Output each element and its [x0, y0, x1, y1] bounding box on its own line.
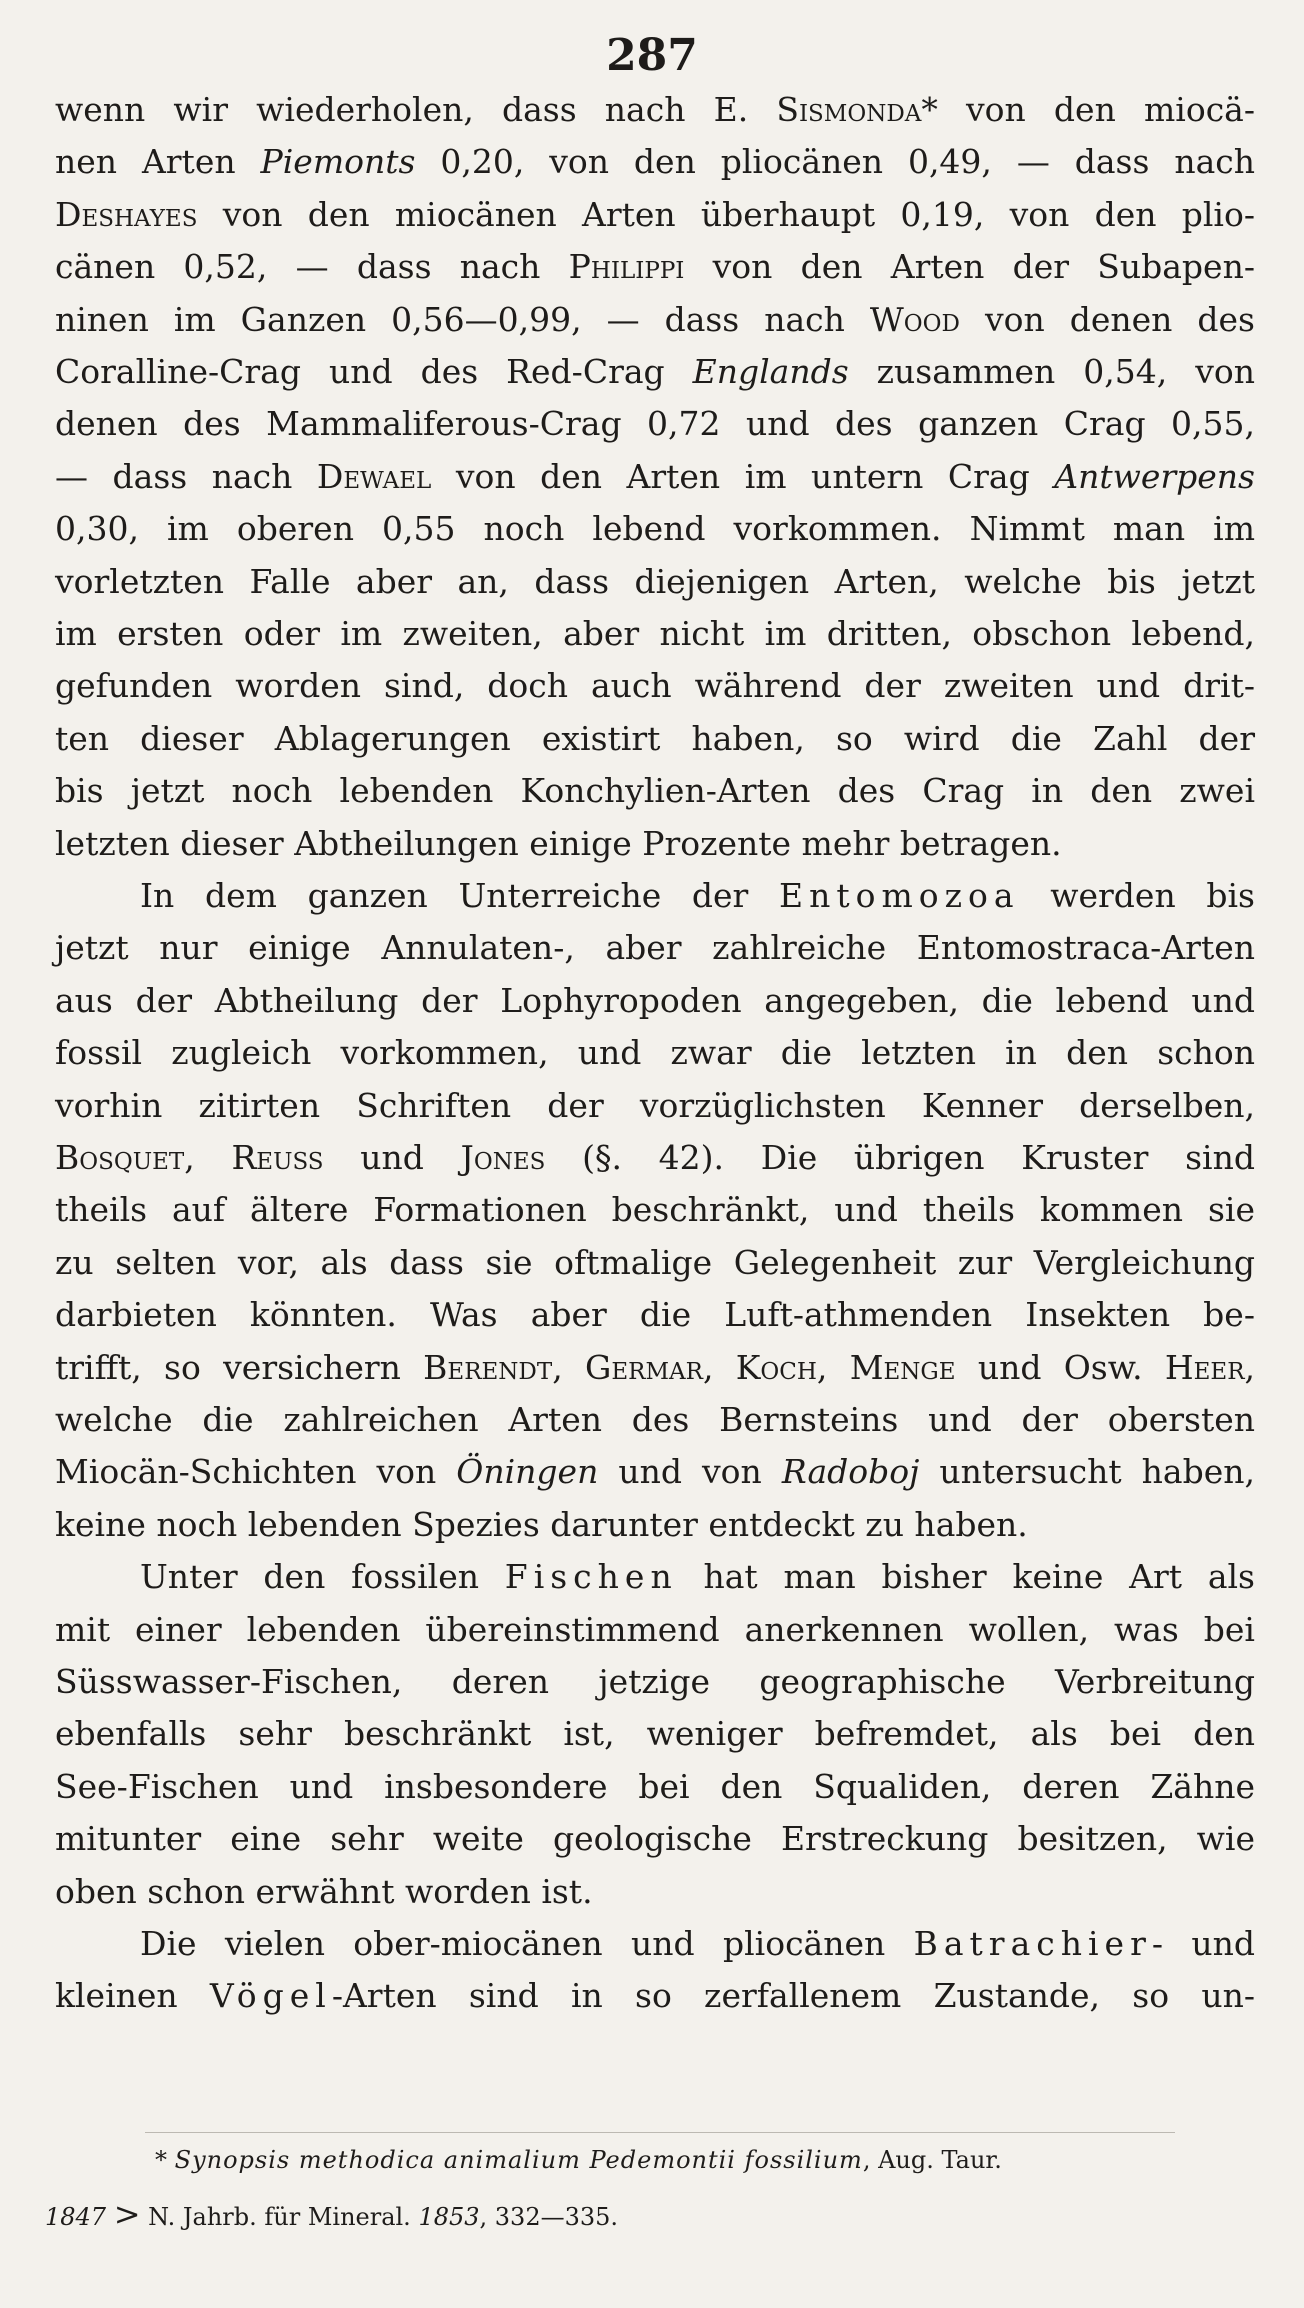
text-run: In dem ganzen Unterreiche der	[140, 876, 780, 915]
author-name: Menge	[849, 1347, 956, 1387]
footnote-year: 1847	[45, 2203, 107, 2231]
text-run: theils auf ältere Formationen beschränkt, und theils kommen sie	[55, 1190, 1255, 1230]
text-run: ,	[816, 1347, 850, 1387]
text-line	[55, 1394, 1255, 1446]
text-run: werden bis	[1019, 876, 1255, 915]
footnote-reference-year: 1853	[418, 2203, 480, 2231]
text-run: Die vielen ober-miocänen und pliocänen	[140, 1924, 914, 1963]
text-run: Coralline-Crag und des Red-Crag	[55, 352, 693, 391]
text-line	[55, 451, 1255, 503]
text-run: (§. 42). Die übrigen Kruster sind	[545, 1138, 1255, 1177]
text-run: - und	[1151, 1924, 1255, 1963]
text-run: 0,30, im oberen 0,55 noch lebend vorkommen. Nimmt man im	[55, 509, 1255, 549]
author-name: Dewael	[316, 456, 432, 496]
text-run: Miocän-Schichten von	[55, 1452, 457, 1492]
text-line	[55, 1656, 1255, 1708]
text-line	[55, 398, 1255, 450]
text-run: und	[323, 1138, 461, 1177]
text-run: zusammen 0,54, von	[848, 352, 1255, 391]
text-run: von denen des	[959, 299, 1255, 339]
author-name: Germar	[585, 1347, 703, 1387]
footnote-title: Synopsis methodica animalium Pedemontii fossilium	[174, 2146, 863, 2174]
text-run: oben schon erwähnt worden ist.	[55, 1871, 593, 1911]
text-line	[55, 1499, 1255, 1551]
text-line	[55, 922, 1255, 974]
text-line	[55, 1342, 1255, 1394]
text-run: aus der Abtheilung der Lophyropoden angegeben, die lebend und	[55, 980, 1255, 1020]
footnote-arrow: >	[113, 2195, 141, 2233]
text-line	[55, 1184, 1255, 1236]
text-line	[55, 189, 1255, 241]
text-line	[55, 1918, 1255, 1970]
place-name: Öningen	[456, 1452, 599, 1492]
text-line	[55, 503, 1255, 555]
text-run: ,	[702, 1347, 736, 1387]
text-run: kleinen	[55, 1976, 210, 2016]
text-run: -Arten sind in so zerfallenem Zustande, so un-	[331, 1976, 1255, 2016]
spaced-term: Batrachier	[913, 1924, 1152, 1963]
author-name: Heer	[1164, 1347, 1245, 1387]
text-line	[55, 818, 1255, 870]
text-run: See-Fischen und insbesondere bei den Squaliden, deren Zähne	[55, 1766, 1255, 1806]
place-name: Piemonts	[260, 142, 416, 182]
text-line	[55, 1027, 1255, 1079]
text-line	[55, 1080, 1255, 1132]
text-run: mitunter eine sehr weite geologische Erstreckung besitzen, wie	[55, 1819, 1255, 1859]
text-run: zu selten vor, als dass sie oftmalige Gelegenheit zur Vergleichung	[55, 1242, 1255, 1282]
text-run: wenn wir wiederholen, dass nach E.	[55, 90, 777, 129]
footnote-line-2	[45, 2194, 618, 2234]
text-line	[55, 1446, 1255, 1498]
text-line	[55, 765, 1255, 817]
footnote-rule	[145, 2132, 1175, 2133]
text-run: darbieten könnten. Was aber die Luft-athmenden Insekten be-	[55, 1295, 1255, 1335]
text-line	[55, 870, 1255, 922]
text-run: ten dieser Ablagerungen existirt haben, so wird die Zahl der	[55, 718, 1255, 758]
place-name: Radoboj	[781, 1452, 920, 1492]
author-name: Wood	[869, 299, 960, 339]
author-name: Bosquet	[55, 1138, 185, 1177]
text-run: ninen im Ganzen 0,56—0,99, — dass nach	[55, 299, 870, 339]
author-name: Jones	[460, 1138, 546, 1177]
text-run: denen des Mammaliferous-Crag 0,72 und des ganzen Crag 0,55,	[55, 404, 1255, 444]
text-line	[55, 713, 1255, 765]
text-line	[55, 294, 1255, 346]
text-run: vorhin zitirten Schriften der vorzüglichsten Kenner derselben,	[55, 1085, 1255, 1125]
text-line	[55, 556, 1255, 608]
text-run: ,	[552, 1347, 585, 1387]
footnote-marker: *	[155, 2146, 167, 2174]
text-run: fossil zugleich vorkommen, und zwar die letzten in den schon	[55, 1033, 1255, 1073]
text-line	[55, 608, 1255, 660]
text-run: von den Arten der Subapen-	[684, 247, 1255, 287]
spaced-term: Fischen	[504, 1557, 678, 1597]
text-run: und Osw.	[955, 1347, 1165, 1387]
author-name: Reuss	[231, 1138, 324, 1177]
text-line	[55, 1551, 1255, 1603]
place-name: Antwerpens	[1054, 456, 1255, 496]
text-run: * von den miocä-	[921, 90, 1255, 129]
text-run: ,	[184, 1138, 232, 1177]
text-line	[55, 136, 1255, 188]
text-line	[55, 1813, 1255, 1865]
text-run: ebenfalls sehr beschränkt ist, weniger befremdet, als bei den	[55, 1714, 1255, 1754]
text-line	[55, 1289, 1255, 1341]
text-run: hat man bisher keine Art als	[677, 1557, 1255, 1597]
text-run: jetzt nur einige Annulaten-, aber zahlreiche Entomostraca-Arten	[55, 928, 1255, 968]
text-run: nen Arten	[55, 142, 261, 182]
text-run: Unter den fossilen	[140, 1557, 505, 1597]
text-run: untersucht haben,	[919, 1452, 1255, 1492]
text-run: keine noch lebenden Spezies darunter entdeckt zu haben.	[55, 1504, 1028, 1544]
footnote-reference: N. Jahrb. für Mineral.	[148, 2203, 419, 2231]
author-name: Berendt	[423, 1347, 553, 1387]
text-line	[55, 241, 1255, 293]
text-run: und von	[598, 1452, 782, 1492]
author-name: Koch	[735, 1347, 817, 1387]
author-name: Deshayes	[55, 194, 198, 234]
text-line	[55, 1237, 1255, 1289]
text-run: welche die zahlreichen Arten des Bernsteins und der obersten	[55, 1400, 1255, 1439]
text-line	[55, 346, 1255, 398]
author-name: Philippi	[568, 247, 685, 287]
footnote-line-1	[155, 2140, 1002, 2180]
text-line	[55, 84, 1255, 136]
text-run: ,	[1244, 1347, 1256, 1387]
text-run: — dass nach	[55, 456, 317, 496]
place-name: Englands	[692, 352, 849, 391]
text-line	[55, 1132, 1255, 1184]
text-line	[55, 975, 1255, 1027]
text-line	[55, 1761, 1255, 1813]
text-line	[55, 1866, 1255, 1918]
text-line	[55, 660, 1255, 712]
page-number: 287	[606, 30, 698, 81]
text-run: bis jetzt noch lebenden Konchylien-Arten des Crag in den zwei	[55, 771, 1255, 811]
text-line	[55, 1970, 1255, 2022]
text-run: vorletzten Falle aber an, dass diejenigen Arten, welche bis jetzt	[55, 561, 1255, 601]
text-run: im ersten oder im zweiten, aber nicht im dritten, obschon lebend,	[55, 614, 1255, 653]
text-run: gefunden worden sind, doch auch während der zweiten und drit-	[55, 666, 1255, 706]
text-run: trifft, so versichern	[55, 1347, 424, 1387]
author-name: Sismonda	[776, 90, 922, 129]
footnote-pages: , 332—335.	[479, 2203, 619, 2231]
spaced-term: Entomozoa	[779, 876, 1020, 915]
text-run: letzten dieser Abtheilungen einige Prozente mehr betragen.	[55, 823, 1062, 863]
text-line	[55, 1708, 1255, 1760]
spaced-term: Vögel	[209, 1976, 332, 2016]
footnote-place: , Aug. Taur.	[862, 2146, 1002, 2174]
text-run: von den miocänen Arten überhaupt 0,19, von den plio-	[197, 194, 1255, 234]
text-run: von den Arten im untern Crag	[431, 456, 1055, 496]
text-line	[55, 1604, 1255, 1656]
text-run: Süsswasser-Fischen, deren jetzige geographische Verbreitung	[55, 1662, 1255, 1701]
text-run: 0,20, von den pliocänen 0,49, — dass nach	[415, 142, 1255, 182]
text-run: mit einer lebenden übereinstimmend anerkennen wollen, was bei	[55, 1609, 1255, 1649]
text-run: cänen 0,52, — dass nach	[55, 247, 569, 287]
